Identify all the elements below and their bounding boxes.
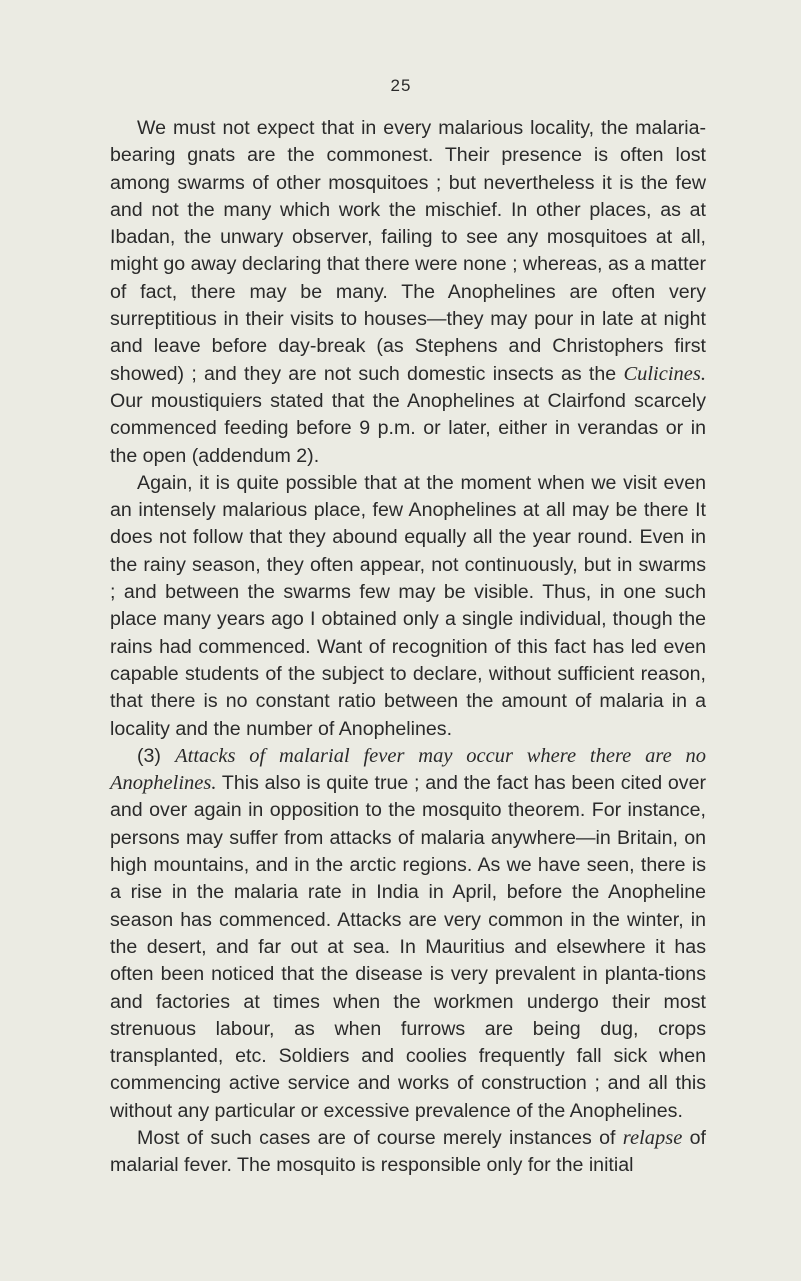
paragraph-text: This also is quite true ; and the fact has been cited over and over again in opposition to the mosquito theorem. For instance, persons may suffer from attacks of malaria anywhere—in Britain, on high mountains, and in the arctic regions. As we have seen, there is a rise in the malaria rate in India in April, before the Anopheline season has commenced. Attacks are very common in the winter, in the desert, and far out at sea. In Mauritius and elsewhere it has often been noticed that the disease is very prevalent in planta-tions and factories at times when the workmen undergo their most strenuous labour, as when furrows are being dug, crops transplanted, etc. Soldiers and coolies frequently fall sick when commencing active service and works of construction ; and all this without any particular or excessive prevalence of the Anophelines. xyxy=(110,772,706,1122)
paragraph-relapse xyxy=(110,1125,706,1180)
paragraph-attacks-without-anophelines xyxy=(110,743,706,1125)
paragraph-seasonal-anophelines xyxy=(110,470,706,743)
section-number: (3) xyxy=(137,744,161,767)
paragraph-text-continued: of malarial fever. The mosquito is responsible only for the initial xyxy=(110,1126,706,1177)
paragraph-mosquito-prevalence xyxy=(110,115,706,470)
italic-term-culicines: Culicines. xyxy=(623,362,706,385)
paragraph-text-continued: Our moustiquiers stated that the Anophelines at Clairfond scarcely commenced feeding before 9 p.m. or later, either in verandas or in the open (addendum 2). xyxy=(110,389,706,467)
italic-term-relapse: relapse xyxy=(622,1126,683,1149)
italic-heading: Attacks of malarial fever may occur where there are no Anophelines. xyxy=(110,744,707,795)
page-number: 25 xyxy=(390,76,412,95)
paragraph-text: We must not expect that in every malarious locality, the malaria-bearing gnats are the commonest. Their presence is often lost among swarms of other mosquitoes ; but nevertheless it is the few and not the many which work the mischief. In other places, as at Ibadan, the unwary observer, failing to see any mosquitoes at all, might go away declaring that there were none ; whereas, as a matter of fact, there may be many. The Anophelines are often very surreptitious in their visits to houses—they may pour in late at night and leave before day-break (as Stephens and Christophers first showed) ; and they are not such domestic insects as the xyxy=(110,117,706,385)
paragraph-text: Most of such cases are of course merely instances of xyxy=(137,1126,623,1149)
paragraph-text: Again, it is quite possible that at the moment when we visit even an intensely malarious place, few Anophelines at all may be there It does not follow that they abound equally all the year round. Even in the rainy season, they often appear, not continuously, but in swarms ; and between the swarms few may be visible. Thus, in one such place many years ago I obtained only a single individual, though the rains had commenced. Want of recognition of this fact has led even capable students of the subject to declare, without sufficient reason, that there is no constant ratio between the amount of malaria in a locality and the number of Anophelines. xyxy=(110,471,706,740)
body-text xyxy=(110,115,706,1180)
